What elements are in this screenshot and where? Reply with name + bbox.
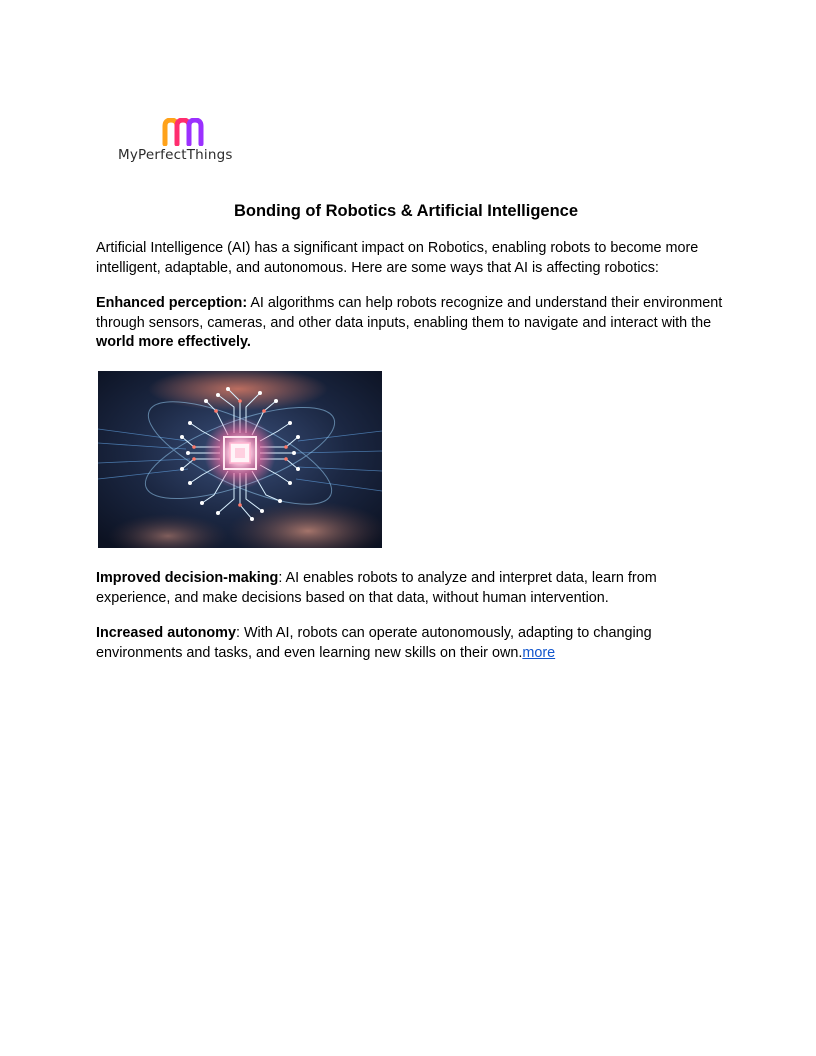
autonomy-text: : With AI, robots can operate autonomously, adapting to changing environments and tasks, and even learning new skills on their own. — [96, 625, 652, 661]
perception-text: AI algorithms can help robots recognize and understand their environment through sensors, cameras, and other data inputs, enabling them to navigate and interact with the — [96, 295, 723, 331]
ai-chip-illustration-icon — [98, 371, 382, 548]
brand-name: MyPerfectThings — [118, 147, 233, 163]
intro-paragraph: Artificial Intelligence (AI) has a significant impact on Robotics, enabling robots to become more intelligent, adaptable, and autonomous. Here are some ways that AI is affecting robotics: — [96, 240, 699, 276]
decision-paragraph — [96, 569, 726, 608]
autonomy-heading: Increased autonomy — [96, 625, 236, 641]
autonomy-paragraph — [96, 624, 726, 663]
document-title: Bonding of Robotics & Artificial Intelligence — [233, 202, 579, 220]
decision-text: : AI enables robots to analyze and interpret data, learn from experience, and make decisions based on that data, without human intervention. — [96, 570, 657, 606]
more-link[interactable]: more — [522, 644, 556, 661]
ai-chip-image — [98, 371, 382, 548]
perception-paragraph — [96, 294, 726, 353]
myperfectthings-logo-icon — [162, 118, 206, 146]
brand-logo — [116, 118, 256, 168]
perception-heading: Enhanced perception: — [96, 295, 248, 311]
perception-emphasis: world more effectively. — [96, 334, 251, 350]
decision-heading: Improved decision-making — [96, 570, 279, 586]
